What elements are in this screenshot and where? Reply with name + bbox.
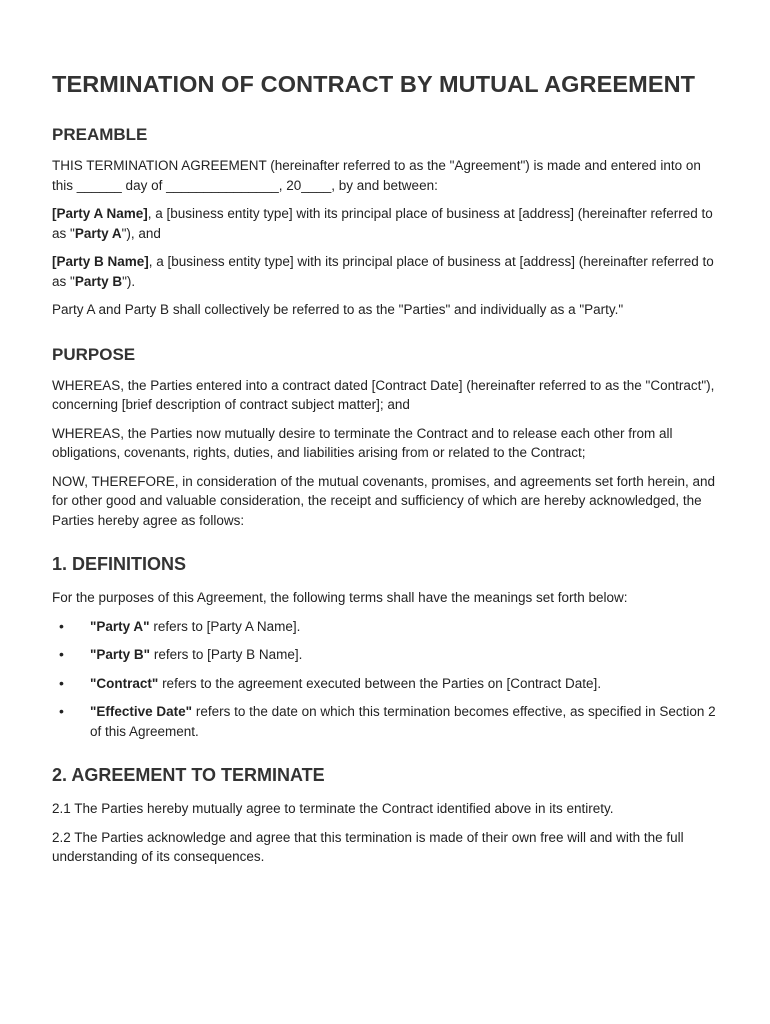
list-item <box>52 617 718 637</box>
definition-text: refers to [Party A Name]. <box>149 618 301 634</box>
list-item <box>52 674 718 694</box>
list-item <box>52 702 718 741</box>
party-b-short: Party B <box>74 273 123 289</box>
party-a-short: Party A <box>74 225 122 241</box>
purpose-heading: PURPOSE <box>52 344 136 364</box>
purpose-paragraph-1: WHEREAS, the Parties entered into a contract dated [Contract Date] (hereinafter referred to as the "Contract"), concerning [brief description of contract subject matter]; and <box>52 377 715 412</box>
definition-text: refers to the date on which this termination becomes effective, as specified in Section 2 of this Agreement. <box>90 704 716 739</box>
party-b-name: [Party B Name] <box>52 254 149 269</box>
preamble-paragraph: THIS TERMINATION AGREEMENT (hereinafter referred to as the "Agreement") is made and entered into on this ______ day of _______________, 20____, by and between: <box>52 158 701 193</box>
party-a-name: [Party A Name] <box>52 206 148 221</box>
party-b-text: , a [business entity type] with its principal place of business at [address] (hereinafter referred to as " <box>52 254 714 289</box>
purpose-paragraph-2: WHEREAS, the Parties now mutually desire to terminate the Contract and to release each other from all obligations, covenants, rights, duties, and liabilities arising from or related to the Contract; <box>52 425 673 460</box>
document-title: TERMINATION OF CONTRACT BY MUTUAL AGREEMENT <box>52 71 696 97</box>
terminate-paragraph-2: 2.2 The Parties acknowledge and agree that this termination is made of their own free will and with the full understanding of its consequences. <box>52 829 684 864</box>
party-b-tail: "). <box>122 273 136 289</box>
bullet-icon: • <box>59 674 64 691</box>
terminate-paragraph-1: 2.1 The Parties hereby mutually agree to terminate the Contract identified above in its entirety. <box>52 801 614 816</box>
party-a-paragraph <box>52 204 718 243</box>
definition-term: "Party A" <box>90 618 150 634</box>
purpose-paragraph-3: NOW, THEREFORE, in consideration of the mutual covenants, promises, and agreements set forth herein, and for other good and valuable consideration, the receipt and sufficiency of which are hereby acknowledged, the Parties hereby agree as follows: <box>52 473 716 528</box>
preamble-heading: PREAMBLE <box>52 125 148 144</box>
definition-term: "Contract" <box>90 675 159 691</box>
terminate-heading: 2. AGREEMENT TO TERMINATE <box>52 765 325 785</box>
party-b-paragraph <box>52 252 718 291</box>
definitions-list <box>52 617 718 742</box>
bullet-icon: • <box>59 703 64 719</box>
definition-text: refers to [Party B Name]. <box>150 647 303 662</box>
bullet-icon: • <box>59 617 64 634</box>
party-a-tail: "), and <box>121 225 161 241</box>
bullet-icon: • <box>59 646 64 662</box>
parties-paragraph: Party A and Party B shall collectively be referred to as the "Parties" and individually as a "Party." <box>52 302 624 317</box>
definition-term: "Effective Date" <box>90 704 193 719</box>
definitions-heading: 1. DEFINITIONS <box>52 554 187 574</box>
definitions-intro: For the purposes of this Agreement, the following terms shall have the meanings set forth below: <box>52 590 628 605</box>
definition-text: refers to the agreement executed between the Parties on [Contract Date]. <box>158 675 602 691</box>
list-item <box>52 645 718 665</box>
party-a-text: , a [business entity type] with its principal place of business at [address] (hereinafter referred to as " <box>52 206 713 241</box>
definition-term: "Party B" <box>90 647 151 662</box>
